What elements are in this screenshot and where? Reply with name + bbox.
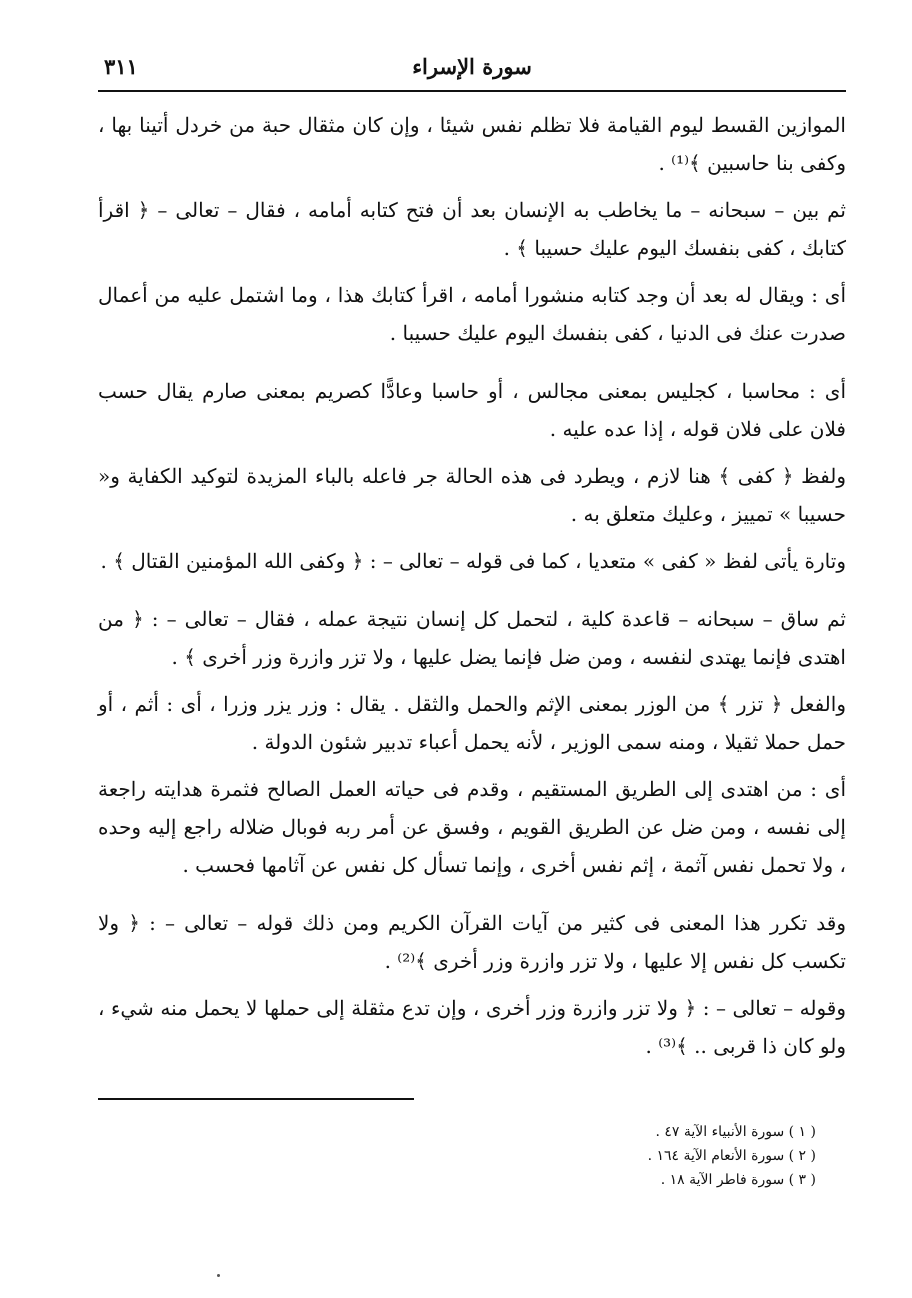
paragraph-1: الموازين القسط ليوم القيامة فلا تظلم نفس شيئا ، وإن كان مثقال حبة من خردل أتينا بها ، وكفى بنا حاسبين ﴾⁽¹⁾ .: [98, 113, 846, 175]
paragraph-8: والفعل ﴿ تزر ﴾ من الوزر بمعنى الإثم والحمل والثقل . يقال : وزر يزر وزرا ، أى : أثم ، أو حمل حملا ثقيلا ، ومنه سمى الوزير ، لأنه يحمل أعباء تدبير شئون الدولة .: [98, 692, 846, 754]
paragraph-11: وقوله – تعالى – : ﴿ ولا تزر وازرة وزر أخرى ، وإن تدع مثقلة إلى حملها لا يحمل منه شيء ، ولو كان ذا قربى .. ﴾⁽³⁾ .: [98, 996, 846, 1058]
paragraph-3: أى : ويقال له بعد أن وجد كتابه منشورا أمامه ، اقرأ كتابك هذا ، وما اشتمل عليه من أعمال صدرت عنك فى الدنيا ، كفى بنفسك اليوم عليك حسيبا .: [98, 283, 846, 345]
footnote-2: ( ٢ ) سورة الأنعام الآية ١٦٤ .: [647, 1148, 816, 1164]
body-text: [98, 106, 846, 1065]
paragraph-9: أى : من اهتدى إلى الطريق المستقيم ، وقدم فى حياته العمل الصالح فثمرة هدايته راجعة إلى نفسه ، ومن ضل عن الطريق القويم ، وفسق عن أمر ربه فوبال ضلاله راجع إليه وحده ، ولا تحمل نفس آثمة ، إثم نفس أخرى ، وإنما تسأل كل نفس عن آثامها فحسب .: [98, 777, 846, 877]
paragraph-4: أى : محاسبا ، كجليس بمعنى مجالس ، أو حاسبا وعادًّا كصريم بمعنى صارم يقال حسب فلان على فلان قوله ، إذا عده عليه .: [98, 379, 847, 441]
paragraph-2: ثم بين – سبحانه – ما يخاطب به الإنسان بعد أن فتح كتابه أمامه ، فقال – تعالى – ﴿ اقرأ كتابك ، كفى بنفسك اليوم عليك حسيبا ﴾ .: [98, 198, 846, 260]
paragraph-6: وتارة يأتى لفظ « كفى » متعديا ، كما فى قوله – تعالى – : ﴿ وكفى الله المؤمنين القتال ﴾ .: [100, 549, 846, 573]
paragraph-7: ثم ساق – سبحانه – قاعدة كلية ، لتحمل كل إنسان نتيجة عمله ، فقال – تعالى – : ﴿ من اهتدى فإنما يهتدى لنفسه ، ومن ضل فإنما يضل عليها ، ولا تزر وازرة وزر أخرى ﴾ .: [98, 607, 846, 669]
page-header: [98, 50, 846, 92]
footnote-1: ( ١ ) سورة الأنبياء الآية ٤٧ .: [655, 1124, 816, 1140]
footnotes: [416, 1120, 816, 1192]
paragraph-5: ولفظ ﴿ كفى ﴾ هنا لازم ، ويطرد فى هذه الحالة جر فاعله بالباء المزيدة لتوكيد الكفاية و« حسيبا » تمييز ، وعليك متعلق به .: [98, 464, 846, 526]
page-number: ٣١١: [104, 54, 138, 79]
footnote-3: ( ٣ ) سورة فاطر الآية ١٨ .: [660, 1172, 816, 1188]
paragraph-10: وقد تكرر هذا المعنى فى كثير من آيات القرآن الكريم ومن ذلك قوله – تعالى – : ﴿ ولا تكسب كل نفس إلا عليها ، ولا تزر وازرة وزر أخرى ﴾⁽²⁾ .: [98, 911, 846, 973]
footnote-divider: [98, 1098, 414, 1100]
book-page: [98, 50, 846, 1250]
scan-speck: [217, 1274, 220, 1277]
surah-title: سورة الإسراء: [412, 54, 532, 79]
